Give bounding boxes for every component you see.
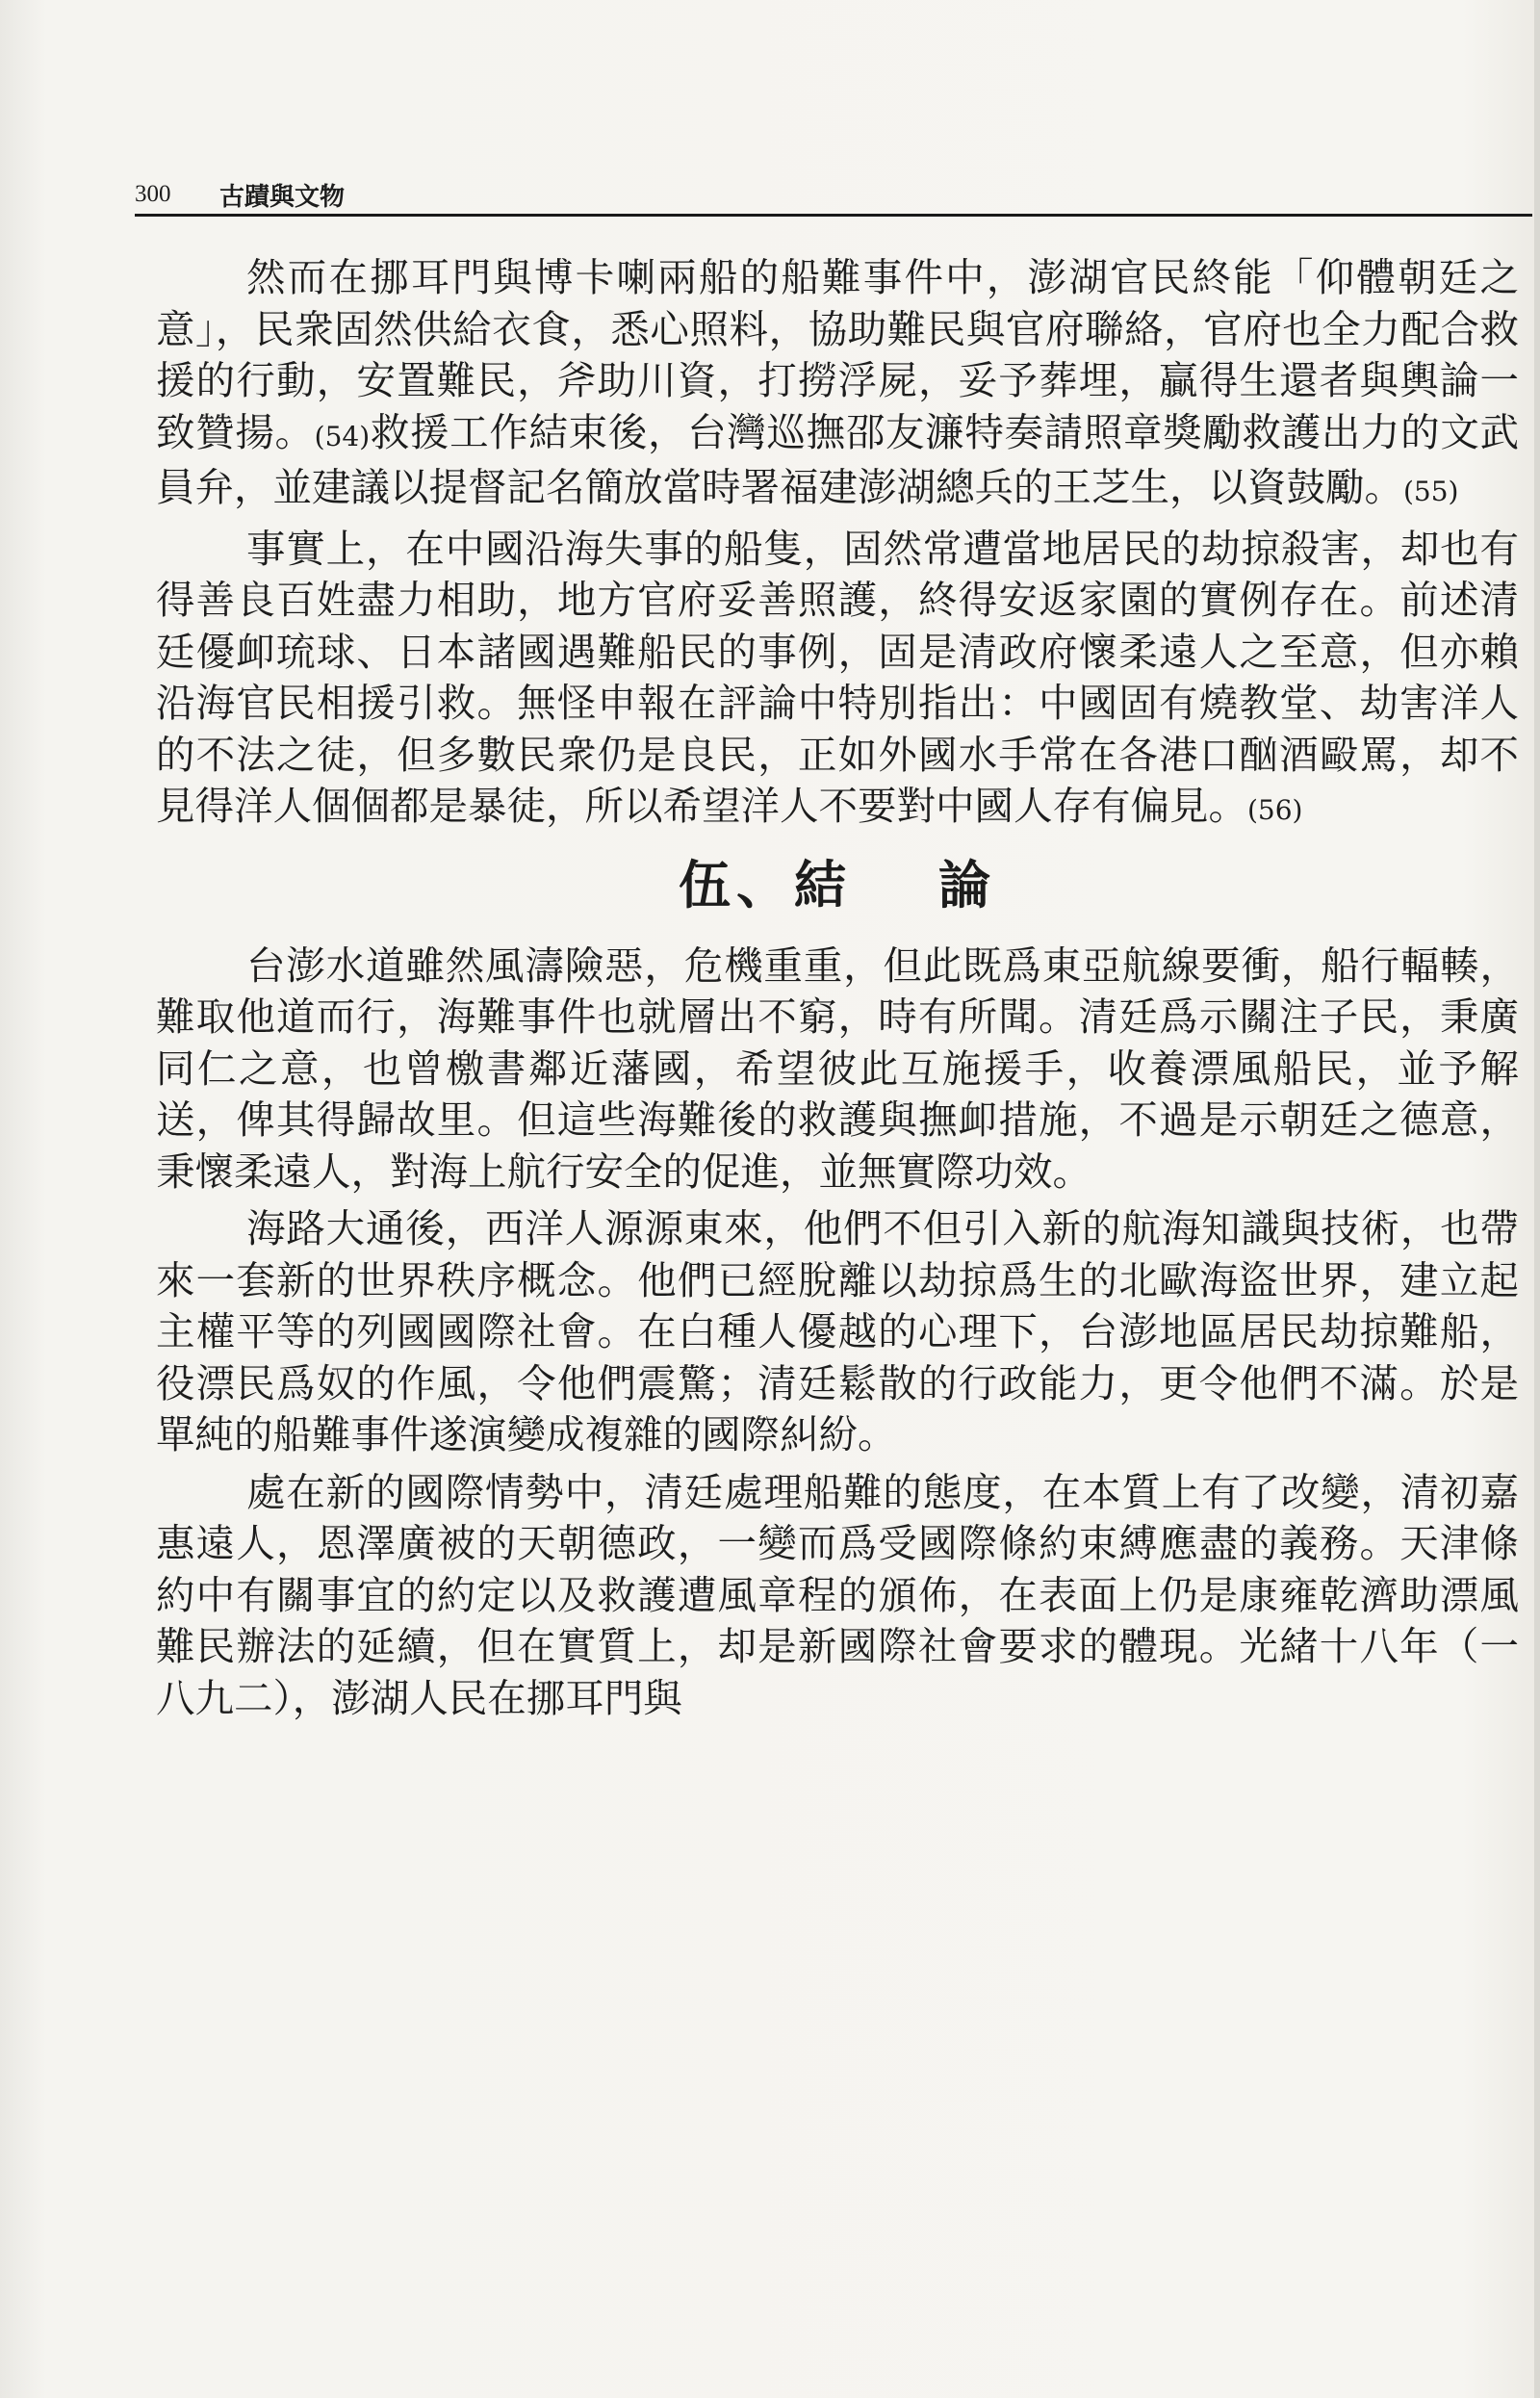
paragraph: 海路大通後，西洋人源源東來，他們不但引入新的航海知識與技術，也帶來一套新的世界秩序概念。他們已經脫離以劫掠爲生的北歐海盜世界，建立起主權平等的列國國際社會。在白種人優越的心理下，台澎地區居民劫掠難船，役漂民爲奴的作風，令他們震驚；清廷鬆散的行政能力，更令他們不滿。於是單純的船難事件遂演變成複雜的國際糾紛。 [156,1205,1519,1457]
paragraph [156,524,1519,837]
page-edge [1534,0,1540,2398]
section-number: 伍、 [679,854,794,915]
running-title: 古蹟與文物 [219,183,346,212]
body-text [156,252,1519,1730]
footnote-ref: (56) [1247,794,1303,826]
paragraph-text: 事實上，在中國沿海失事的船隻，固然常遭當地居民的劫掠殺害，却也有得善良百姓盡力相助，地方官府妥善照護，終得安返家園的實例存在。前述清廷優卹琉球、日本諸國遇難船民的事例，固是清政府懷柔遠人之至意，但亦賴沿海官民相援引救。無怪申報在評論中特別指出：中國固有燒教堂、劫害洋人的不法之徒，但多數民衆仍是良民，正如外國水手常在各港口酗酒毆罵，却不見得洋人個個都是暴徒，所以希望洋人不要對中國人存有偏見。 [156,525,1519,829]
paragraph-text: 救援工作結束後，台灣巡撫邵友濂特奏請照章獎勵救護出力的文武員弁，並建議以提督記名簡放當時署福建澎湖總兵的王芝生，以資鼓勵。 [156,408,1520,510]
paragraph-text: 然而在挪耳門與博卡喇兩船的船難事件中，澎湖官民終能「仰體朝廷之意」，民衆固然供給衣食，悉心照料，協助難民與官府聯絡，官府也全力配合救援的行動，安置難民，斧助川資，打撈浮屍，妥予葬埋，贏得生還者與輿論一致贊揚。 [156,254,1519,455]
section-title: 論 [938,854,996,915]
footnote-ref: (54) [314,420,371,452]
section-title: 結 [794,854,852,915]
footnote-ref: (55) [1403,476,1459,507]
paragraph: 台澎水道雖然風濤險惡，危機重重，但此既爲東亞航線要衝，船行輻輳，難取他道而行，海難事件也就層出不窮，時有所聞。清廷爲示關注子民，秉廣同仁之意，也曾檄書鄰近藩國，希望彼此互施援手，收養漂風船民，並予解送，俾其得歸故里。但這些海難後的救護與撫卹措施，不過是示朝廷之德意，秉懷柔遠人，對海上航行安全的促進，並無實際功效。 [156,941,1519,1195]
section-heading [156,844,1519,927]
page-number: 300 [135,181,171,207]
paragraph: 處在新的國際情勢中，清廷處理船難的態度，在本質上有了改變，清初嘉惠遠人，恩澤廣被的天朝德政，一變而爲受國際條約束縛應盡的義務。天津條約中有關事宜的約定以及救護遭風章程的頒佈，在表面上仍是康雍乾濟助漂風難民辦法的延續，但在實質上，却是新國際社會要求的體現。光緒十八年（一八九二），澎湖人民在挪耳門與 [156,1468,1519,1721]
header-rule [135,214,1532,217]
paragraph [156,252,1519,518]
page-header [135,173,1530,212]
